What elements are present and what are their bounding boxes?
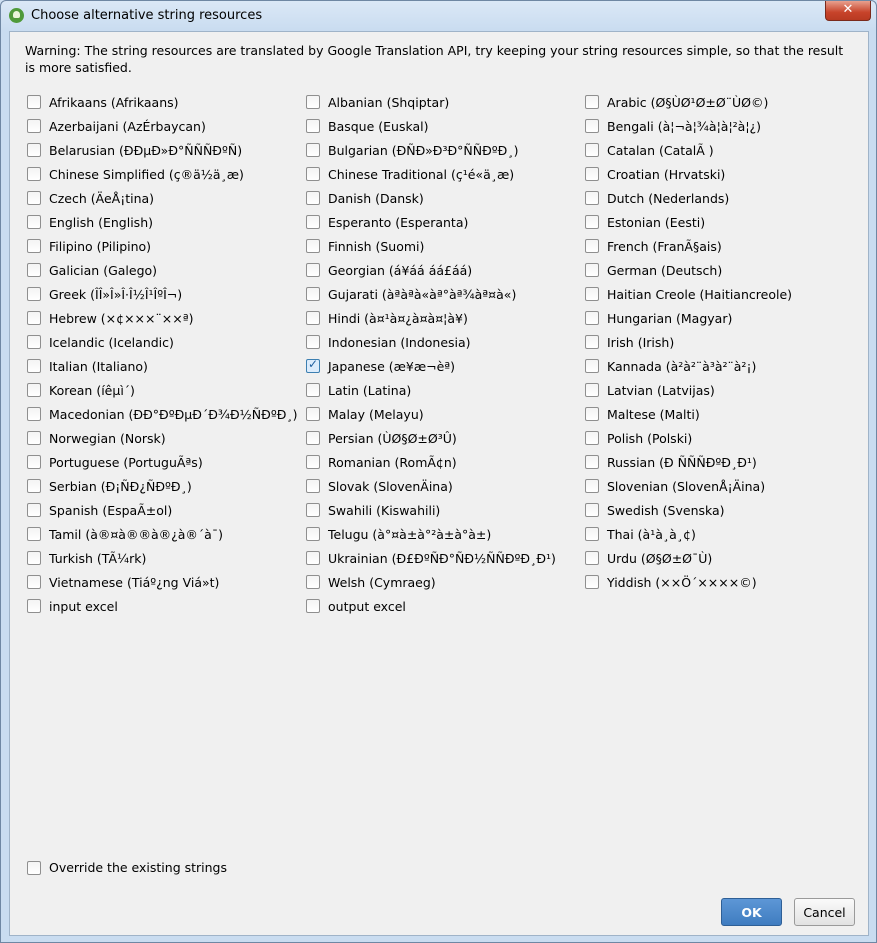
language-label: Yiddish (××Ö´××××©) <box>607 574 757 590</box>
language-checkbox[interactable] <box>27 383 41 397</box>
language-option[interactable] <box>27 114 306 138</box>
language-option[interactable] <box>306 426 585 450</box>
language-label: Dutch (Nederlands) <box>607 190 730 206</box>
language-checkbox[interactable] <box>27 143 41 157</box>
language-checkbox[interactable] <box>27 191 41 205</box>
language-option[interactable] <box>306 546 585 570</box>
language-option[interactable] <box>27 330 306 354</box>
language-option[interactable] <box>306 258 585 282</box>
language-label: output excel <box>328 598 406 614</box>
language-label: Portuguese (PortuguÃªs) <box>49 454 203 470</box>
language-option[interactable] <box>306 450 585 474</box>
language-checkbox[interactable] <box>306 95 320 109</box>
language-label: Haitian Creole (Haitiancreole) <box>607 286 793 302</box>
language-checkbox[interactable] <box>585 191 599 205</box>
language-checkbox[interactable] <box>306 287 320 301</box>
language-checkbox[interactable] <box>27 215 41 229</box>
language-option[interactable] <box>585 90 864 114</box>
title-bar[interactable] <box>1 1 876 31</box>
language-label: Irish (Irish) <box>607 334 675 350</box>
language-checkbox[interactable] <box>27 239 41 253</box>
language-label: Filipino (Pilipino) <box>49 238 152 254</box>
android-studio-icon <box>9 8 24 23</box>
language-checkbox[interactable] <box>27 95 41 109</box>
language-label: Swahili (Kiswahili) <box>328 502 441 518</box>
language-label: Slovenian (SlovenÅ¡Äina) <box>607 478 766 494</box>
language-label: Croatian (Hrvatski) <box>607 166 726 182</box>
language-label: Malay (Melayu) <box>328 406 424 422</box>
language-checkbox[interactable] <box>306 575 320 589</box>
language-label: Urdu (Ø§Ø±Ø¯Ù) <box>607 550 713 566</box>
language-option[interactable] <box>306 114 585 138</box>
language-option[interactable] <box>585 450 864 474</box>
language-checkbox[interactable] <box>585 479 599 493</box>
language-option[interactable] <box>585 498 864 522</box>
language-label: Serbian (Ð¡ÑÐ¿ÑÐºÐ¸) <box>49 478 192 494</box>
language-checkbox[interactable] <box>27 287 41 301</box>
warning-text: Warning: The string resources are translated by Google Translation API, try keeping your string resources simple, so that the result is more satisfied. <box>25 43 844 75</box>
language-label: Galician (Galego) <box>49 262 158 278</box>
language-checkbox[interactable] <box>585 551 599 565</box>
language-option[interactable] <box>306 282 585 306</box>
language-option[interactable] <box>306 138 585 162</box>
language-option[interactable] <box>306 570 585 594</box>
override-label: Override the existing strings <box>49 860 227 875</box>
language-option[interactable] <box>27 186 306 210</box>
language-label: Persian (ÙØ§Ø±Ø³Û) <box>328 430 457 446</box>
language-option[interactable] <box>585 570 864 594</box>
language-checkbox[interactable] <box>27 407 41 421</box>
language-checkbox[interactable] <box>27 479 41 493</box>
language-option[interactable] <box>585 138 864 162</box>
language-option[interactable] <box>585 282 864 306</box>
language-checkbox[interactable] <box>27 503 41 517</box>
language-option[interactable] <box>27 426 306 450</box>
language-option[interactable] <box>585 354 864 378</box>
close-button[interactable]: ✕ <box>825 1 871 21</box>
language-label: Chinese Traditional (ç¹é«ä¸æ) <box>328 166 515 182</box>
language-option[interactable] <box>306 522 585 546</box>
language-label: Finnish (Suomi) <box>328 238 425 254</box>
language-checkbox[interactable] <box>585 311 599 325</box>
language-checkbox[interactable] <box>306 311 320 325</box>
language-label: Slovak (SlovenÄina) <box>328 478 453 494</box>
language-option[interactable] <box>27 354 306 378</box>
language-label: Icelandic (Icelandic) <box>49 334 174 350</box>
language-option[interactable] <box>27 498 306 522</box>
language-label: Maltese (Malti) <box>607 406 700 422</box>
language-checkbox[interactable] <box>306 119 320 133</box>
language-checkbox[interactable] <box>585 455 599 469</box>
language-label: Bengali (à¦¬à¦¾à¦à¦²à¦¿) <box>607 118 762 134</box>
language-checkbox[interactable] <box>585 431 599 445</box>
language-checkbox[interactable] <box>585 383 599 397</box>
language-label: Georgian (á¥áá áá£áá) <box>328 262 473 278</box>
language-label: Bulgarian (ÐÑÐ»Ð³Ð°ÑÑÐºÐ¸) <box>328 142 519 158</box>
language-option[interactable] <box>306 162 585 186</box>
language-option[interactable] <box>27 546 306 570</box>
language-option[interactable] <box>306 234 585 258</box>
language-option[interactable] <box>27 474 306 498</box>
language-checkbox[interactable] <box>585 503 599 517</box>
language-label: Spanish (EspaÃ±ol) <box>49 502 173 518</box>
language-checkbox[interactable] <box>27 455 41 469</box>
language-label: Welsh (Cymraeg) <box>328 574 436 590</box>
language-option[interactable] <box>585 426 864 450</box>
language-option[interactable] <box>306 378 585 402</box>
language-label: Gujarati (àªàªà«àª°àª¾àª¤à«) <box>328 286 517 302</box>
language-option[interactable] <box>306 594 585 618</box>
language-label: Arabic (Ø§ÙØ¹Ø±Ø¨ÙØ©) <box>607 94 769 110</box>
language-label: Esperanto (Esperanta) <box>328 214 469 230</box>
language-label: Latvian (Latvijas) <box>607 382 715 398</box>
language-option[interactable] <box>585 546 864 570</box>
override-checkbox-row[interactable] <box>27 860 227 875</box>
language-option[interactable] <box>306 210 585 234</box>
language-label: Korean (íêµì´) <box>49 382 135 398</box>
language-option[interactable] <box>27 450 306 474</box>
language-checkbox[interactable] <box>306 335 320 349</box>
language-label: Latin (Latina) <box>328 382 412 398</box>
language-checkbox[interactable] <box>306 599 320 613</box>
language-option[interactable] <box>585 186 864 210</box>
language-label: Telugu (à°¤à±à°²à±à°à±) <box>328 526 492 542</box>
language-checkbox[interactable] <box>27 119 41 133</box>
language-option[interactable] <box>27 282 306 306</box>
language-label: Italian (Italiano) <box>49 358 148 374</box>
ok-button[interactable]: OK <box>721 898 782 926</box>
language-checkbox[interactable] <box>306 527 320 541</box>
language-checkbox[interactable] <box>306 455 320 469</box>
language-option[interactable] <box>27 570 306 594</box>
language-label: Albanian (Shqiptar) <box>328 94 450 110</box>
language-option[interactable] <box>306 474 585 498</box>
language-option[interactable] <box>306 330 585 354</box>
language-checkbox[interactable] <box>585 95 599 109</box>
language-checkbox[interactable] <box>306 143 320 157</box>
language-checkbox[interactable] <box>27 311 41 325</box>
window-title: Choose alternative string resources <box>31 8 263 23</box>
language-option[interactable] <box>306 402 585 426</box>
language-label: Basque (Euskal) <box>328 118 429 134</box>
language-checkbox[interactable] <box>306 215 320 229</box>
language-checkbox[interactable] <box>585 407 599 421</box>
language-checkbox[interactable] <box>306 359 320 373</box>
language-option[interactable] <box>585 474 864 498</box>
language-option[interactable] <box>585 210 864 234</box>
language-label: Japanese (æ¥æ¬èª) <box>328 358 456 374</box>
language-checkbox[interactable] <box>306 263 320 277</box>
language-label: Macedonian (ÐÐ°ÐºÐµÐ´Ð¾Ð½ÑÐºÐ¸) <box>49 406 298 422</box>
language-option[interactable] <box>27 306 306 330</box>
language-option[interactable] <box>27 594 306 618</box>
language-label: Tamil (à®¤à®®à®¿à®´à¯) <box>49 526 223 542</box>
language-checkbox[interactable] <box>306 383 320 397</box>
language-option[interactable] <box>585 378 864 402</box>
language-option[interactable] <box>306 186 585 210</box>
language-option[interactable] <box>27 234 306 258</box>
cancel-button[interactable]: Cancel <box>794 898 855 926</box>
language-checkbox[interactable] <box>27 599 41 613</box>
language-option[interactable] <box>27 162 306 186</box>
language-label: Kannada (à²à²¨à³à²¨à²¡) <box>607 358 757 374</box>
language-label: Romanian (RomÃ¢n) <box>328 454 457 470</box>
language-label: Swedish (Svenska) <box>607 502 725 518</box>
language-checkbox[interactable] <box>27 335 41 349</box>
language-checkbox[interactable] <box>27 575 41 589</box>
language-label: German (Deutsch) <box>607 262 723 278</box>
language-option[interactable] <box>27 90 306 114</box>
override-checkbox[interactable] <box>27 861 41 875</box>
language-label: Ukrainian (Ð£ÐºÑÐ°ÑÐ½ÑÑÐºÐ¸Ð¹) <box>328 550 556 566</box>
language-checkbox[interactable] <box>585 143 599 157</box>
language-label: Belarusian (ÐÐµÐ»Ð°ÑÑÑÐºÑ) <box>49 142 243 158</box>
language-grid <box>27 90 867 618</box>
language-checkbox[interactable] <box>306 503 320 517</box>
language-label: Vietnamese (Tiáº¿ng Viá»t) <box>49 574 220 590</box>
language-option[interactable] <box>585 330 864 354</box>
language-label: Indonesian (Indonesia) <box>328 334 471 350</box>
language-checkbox[interactable] <box>585 119 599 133</box>
language-label: Azerbaijani (AzÉrbaycan) <box>49 118 206 134</box>
language-option[interactable] <box>306 354 585 378</box>
language-checkbox[interactable] <box>27 527 41 541</box>
language-checkbox[interactable] <box>27 167 41 181</box>
language-checkbox[interactable] <box>585 527 599 541</box>
language-checkbox[interactable] <box>585 239 599 253</box>
language-checkbox[interactable] <box>306 551 320 565</box>
language-checkbox[interactable] <box>27 263 41 277</box>
language-checkbox[interactable] <box>306 479 320 493</box>
language-checkbox[interactable] <box>306 239 320 253</box>
language-option[interactable] <box>27 378 306 402</box>
language-label: Hindi (à¤¹à¤¿à¤à¤¦à¥) <box>328 310 468 326</box>
language-label: English (English) <box>49 214 153 230</box>
language-label: Norwegian (Norsk) <box>49 430 166 446</box>
language-option[interactable] <box>27 522 306 546</box>
language-option[interactable] <box>585 522 864 546</box>
language-label: Hungarian (Magyar) <box>607 310 733 326</box>
language-option[interactable] <box>585 402 864 426</box>
language-checkbox[interactable] <box>585 215 599 229</box>
language-label: Czech (ÄeÅ¡tina) <box>49 190 155 206</box>
language-option[interactable] <box>585 162 864 186</box>
language-label: Danish (Dansk) <box>328 190 424 206</box>
language-label: French (FranÃ§ais) <box>607 238 722 254</box>
language-checkbox[interactable] <box>585 359 599 373</box>
language-label: Russian (Ð ÑÑÑÐºÐ¸Ð¹) <box>607 454 757 470</box>
language-label: Polish (Polski) <box>607 430 693 446</box>
language-label: Estonian (Eesti) <box>607 214 706 230</box>
language-option[interactable] <box>27 258 306 282</box>
language-checkbox[interactable] <box>306 431 320 445</box>
language-option[interactable] <box>306 306 585 330</box>
language-label: Greek (ÎÎ»Î»Î·Î½Î¹ÎºÎ¬) <box>49 286 183 302</box>
language-option[interactable] <box>27 210 306 234</box>
language-option[interactable] <box>306 498 585 522</box>
language-label: Hebrew (×¢×××¨××ª) <box>49 310 194 326</box>
language-option[interactable] <box>585 258 864 282</box>
language-option[interactable] <box>306 90 585 114</box>
language-label: Chinese Simplified (ç®ä½ä¸æ) <box>49 166 244 182</box>
language-label: Afrikaans (Afrikaans) <box>49 94 179 110</box>
language-option[interactable] <box>585 306 864 330</box>
language-checkbox[interactable] <box>585 335 599 349</box>
language-label: input excel <box>49 598 118 614</box>
language-option[interactable] <box>585 114 864 138</box>
language-checkbox[interactable] <box>585 167 599 181</box>
language-checkbox[interactable] <box>306 407 320 421</box>
language-checkbox[interactable] <box>27 431 41 445</box>
language-checkbox[interactable] <box>585 575 599 589</box>
language-checkbox[interactable] <box>306 191 320 205</box>
dialog-content <box>9 31 869 936</box>
language-label: Turkish (TÃ¼rk) <box>49 550 147 566</box>
language-option[interactable] <box>585 234 864 258</box>
language-checkbox[interactable] <box>585 263 599 277</box>
language-checkbox[interactable] <box>27 359 41 373</box>
language-checkbox[interactable] <box>585 287 599 301</box>
language-checkbox[interactable] <box>306 167 320 181</box>
language-checkbox[interactable] <box>27 551 41 565</box>
language-label: Thai (à¹à¸à¸¢) <box>607 526 696 542</box>
language-label: Catalan (CatalÃ ) <box>607 142 714 158</box>
language-option[interactable] <box>27 402 306 426</box>
language-option[interactable] <box>27 138 306 162</box>
